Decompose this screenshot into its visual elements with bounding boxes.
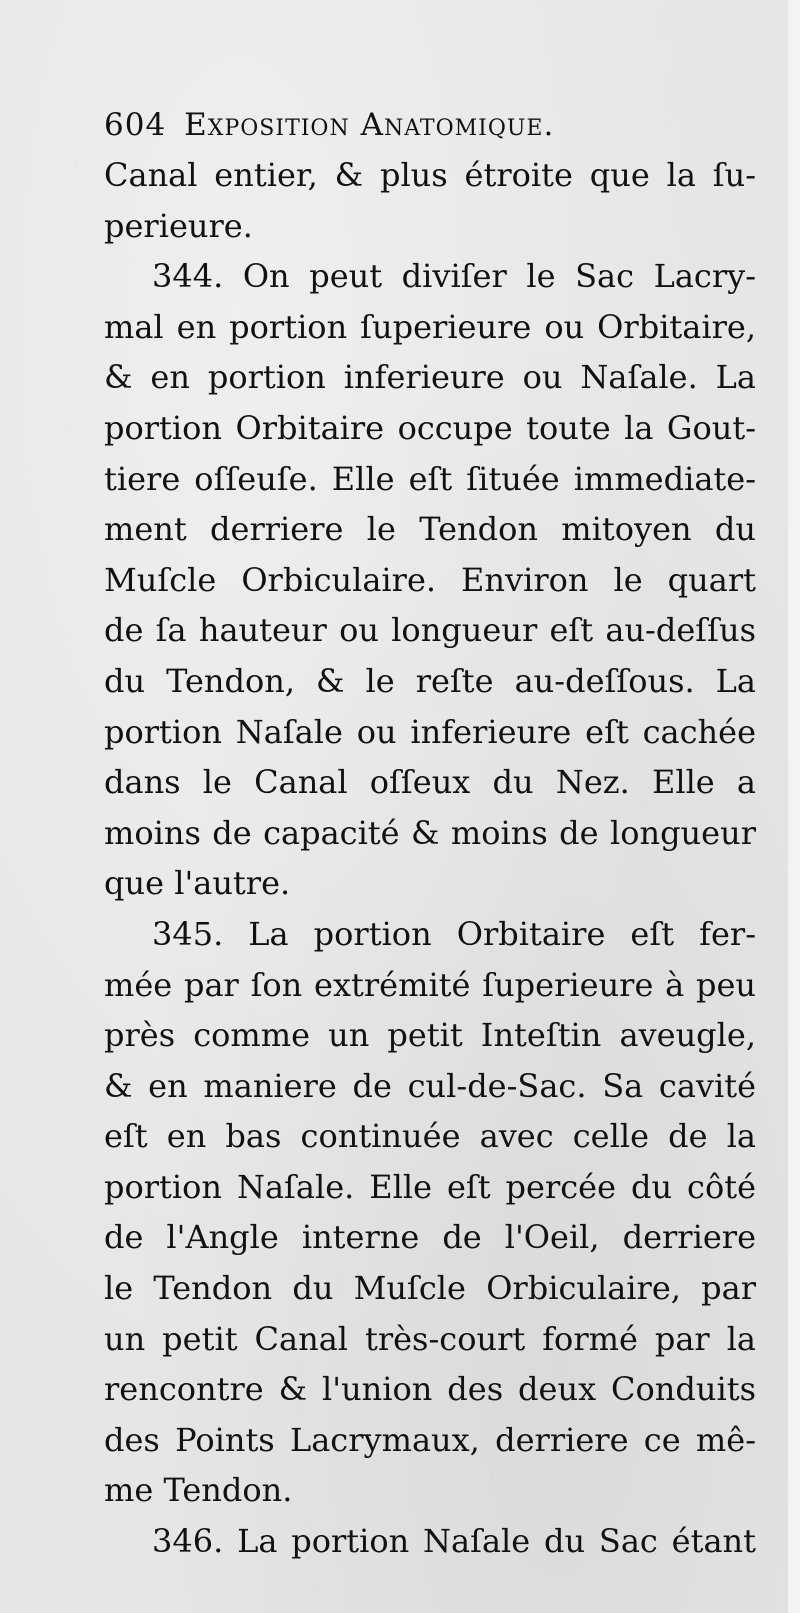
text-block bbox=[104, 100, 756, 1567]
text-line: de ſa hauteur ou longueur eſt au-deſſus bbox=[104, 611, 756, 650]
text-line: moins de capacité & moins de longueur bbox=[104, 813, 756, 852]
text-line: 346. La portion Naſale du Sac étant bbox=[152, 1522, 756, 1561]
text-line: du Tendon, & le reſte au-deſſous. La bbox=[104, 661, 756, 700]
text-line: un petit Canal très-court formé par la bbox=[104, 1319, 756, 1358]
text-line: & en portion inferieure ou Naſale. La bbox=[104, 358, 756, 397]
running-header bbox=[104, 100, 756, 150]
text-line: mée par ſon extrémité ſuperieure à peu bbox=[104, 965, 756, 1004]
text-line: près comme un petit Inteſtin aveugle, bbox=[104, 1016, 756, 1055]
text-line: portion Naſale. Elle eſt percée du côté bbox=[104, 1167, 756, 1206]
text-line: des Points Lacrymaux, derriere ce mê- bbox=[104, 1420, 756, 1459]
text-line: portion Naſale ou inferieure eſt cachée bbox=[104, 712, 756, 751]
text-line: me Tendon. bbox=[104, 1471, 293, 1510]
running-title: Exposition Anatomique. bbox=[184, 107, 555, 143]
text-line: 344. On peut diviſer le Sac Lacry- bbox=[152, 257, 756, 296]
text-line: & en maniere de cul-de-Sac. Sa cavité bbox=[104, 1066, 756, 1105]
text-line: Canal entier, & plus étroite que la ſu- bbox=[104, 156, 756, 194]
text-line: Muſcle Orbiculaire. Environ le quart bbox=[104, 560, 756, 599]
text-line: eſt en bas continuée avec celle de la bbox=[104, 1117, 756, 1156]
text-line: rencontre & l'union des deux Conduits bbox=[104, 1370, 756, 1409]
text-line: ment derriere le Tendon mitoyen du bbox=[104, 510, 756, 549]
text-line: tiere oſſeuſe. Elle eſt ſituée immediate- bbox=[104, 459, 756, 498]
body-text bbox=[104, 150, 756, 1567]
text-line: 345. La portion Orbitaire eſt fer- bbox=[152, 914, 756, 953]
text-line: perieure. bbox=[104, 206, 253, 245]
text-line: mal en portion ſuperieure ou Orbitaire, bbox=[104, 307, 756, 346]
page-number: 604 bbox=[104, 107, 167, 143]
text-line: le Tendon du Muſcle Orbiculaire, par bbox=[104, 1269, 756, 1308]
text-line: dans le Canal oſſeux du Nez. Elle a bbox=[104, 763, 756, 802]
page-edge bbox=[788, 0, 800, 1613]
text-line: portion Orbitaire occupe toute la Gout- bbox=[104, 408, 756, 447]
text-line: de l'Angle interne de l'Oeil, derriere bbox=[104, 1218, 756, 1257]
text-line: que l'autre. bbox=[104, 864, 291, 903]
